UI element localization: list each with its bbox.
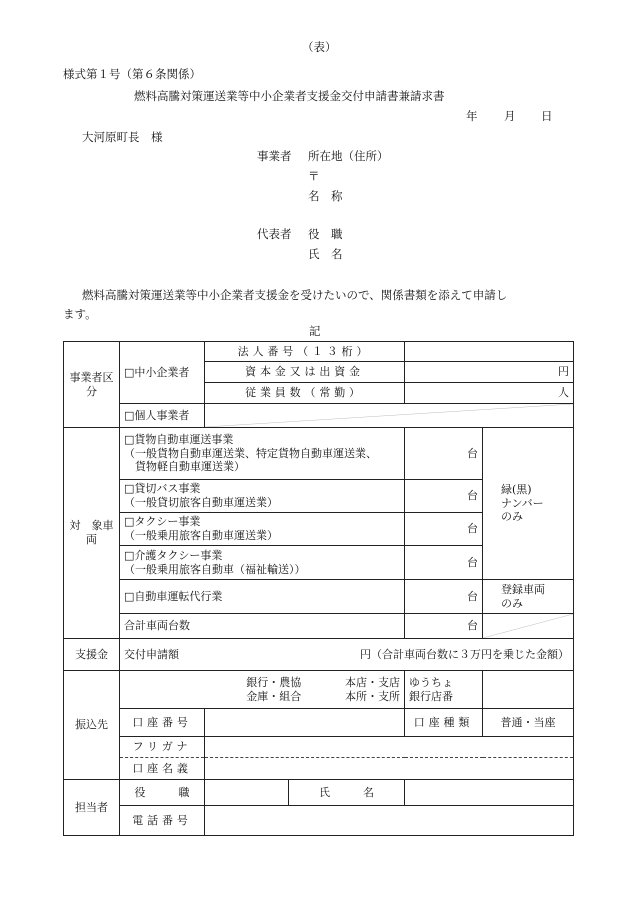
- individual-checkbox-label[interactable]: □個人事業者: [120, 404, 205, 428]
- biz-category-cell: 事業者区 分: [64, 342, 120, 428]
- date-year: 年: [466, 109, 478, 123]
- subsidy-label: 支援金: [64, 639, 120, 671]
- registered-vehicle-note: 登録車両 のみ: [483, 580, 574, 614]
- jigyosha-label: 事業者: [257, 149, 292, 163]
- body-line-2: ます。: [63, 307, 97, 321]
- daihyosha-label: 代表者: [257, 227, 292, 241]
- yucho-branch-field[interactable]: [483, 671, 574, 709]
- contact-name-label: 氏 名: [319, 785, 375, 799]
- total-vehicles-field[interactable]: 台: [405, 614, 483, 639]
- furigana-field[interactable]: [205, 737, 574, 758]
- freight-count-field[interactable]: 台: [405, 428, 483, 480]
- corp-number-field[interactable]: [405, 342, 574, 362]
- transfer-label: 振込先: [64, 671, 120, 780]
- page-title: 燃料高騰対策運送業等中小企業者支援金交付申請書兼請求書: [134, 89, 445, 103]
- contact-role-label: 役 職: [120, 780, 205, 806]
- charter-bus-count-field[interactable]: 台: [405, 480, 483, 513]
- total-vehicles-label: 合計車両台数: [120, 614, 405, 639]
- account-name-field[interactable]: [205, 758, 574, 780]
- contact-role-input[interactable]: [205, 780, 289, 805]
- account-number-label: 口座番号: [120, 709, 205, 737]
- date-day: 日: [541, 109, 553, 123]
- vehicle-type-designated-driver[interactable]: □自動車運転代行業: [120, 580, 405, 614]
- individual-slash-cell: [205, 404, 574, 428]
- yucho-branch-label: ゆうちょ 銀行店番: [405, 671, 483, 709]
- green-plate-note: 緑(黒) ナンバー のみ: [483, 428, 574, 580]
- contact-name-field[interactable]: [405, 780, 574, 806]
- sme-checkbox-label[interactable]: □中小企業者: [120, 342, 205, 404]
- rep-name-label: 氏 名: [308, 247, 343, 261]
- vehicle-type-charter-bus[interactable]: □貸切バス事業 （一般貸切旅客自動車運送業）: [120, 480, 405, 513]
- contact-role-field[interactable]: [205, 780, 405, 806]
- care-taxi-count-field[interactable]: 台: [405, 546, 483, 580]
- taxi-count-field[interactable]: 台: [405, 513, 483, 546]
- form-number: 様式第１号（第６条関係）: [63, 67, 201, 81]
- account-number-field[interactable]: [205, 709, 405, 737]
- date-month: 月: [504, 109, 516, 123]
- branch-type-options[interactable]: 本店・支店 本所・支所: [345, 675, 400, 703]
- contact-label: 担当者: [64, 780, 120, 836]
- omote-label: （表）: [302, 40, 337, 54]
- postal-mark: 〒: [308, 169, 320, 183]
- contact-role-inner: [205, 780, 404, 805]
- vehicle-type-taxi[interactable]: □タクシー事業 （一般乗用旅客自動車運送業）: [120, 513, 405, 546]
- application-table: [63, 341, 574, 836]
- account-type-label: 口座種類: [405, 709, 483, 737]
- phone-label: 電話番号: [120, 806, 205, 836]
- total-slash-cell: [483, 614, 574, 639]
- designated-driver-count-field[interactable]: 台: [405, 580, 483, 614]
- bank-name-field[interactable]: [120, 671, 405, 709]
- vehicle-type-care-taxi[interactable]: □介護タクシー事業 （一般乗用旅客自動車（福祉輸送））: [120, 546, 405, 580]
- capital-field[interactable]: 円: [405, 362, 574, 383]
- vehicle-type-freight[interactable]: □貨物自動車運送事業 （一般貨物自動車運送業、特定貨物自動車運送業、 貨物軽自動車運送業）: [120, 428, 405, 480]
- rep-title-label: 役 職: [308, 227, 343, 241]
- corp-number-label: 法人番号（１３桁）: [205, 342, 405, 362]
- employees-field[interactable]: 人: [405, 383, 574, 404]
- bank-type-options[interactable]: 銀行・農協 金庫・組合: [246, 675, 302, 703]
- employees-label: 従業員数（常勤）: [205, 383, 405, 404]
- bank-name-inner: [124, 676, 400, 704]
- addressee: 大河原町長 様: [82, 130, 163, 144]
- body-line-1: 燃料高騰対策運送業等中小企業者支援金を受けたいので、関係書類を添えて申請し: [82, 288, 508, 302]
- account-type-options[interactable]: 普通・当座: [483, 709, 574, 737]
- furigana-label: フリガナ: [120, 737, 205, 758]
- biz-name-label: 名 称: [308, 189, 343, 203]
- vehicles-category-cell: 対 象車 両: [64, 428, 120, 639]
- capital-label: 資本金又は出資金: [205, 362, 405, 383]
- request-amount-field[interactable]: 交付申請額 円（合計車両台数に３万円を乗じた金額）: [120, 639, 574, 671]
- location-label: 所在地（住所）: [308, 149, 389, 163]
- account-name-label: 口座名義: [120, 758, 205, 780]
- ki-label: 記: [309, 324, 321, 338]
- phone-field[interactable]: [205, 806, 574, 836]
